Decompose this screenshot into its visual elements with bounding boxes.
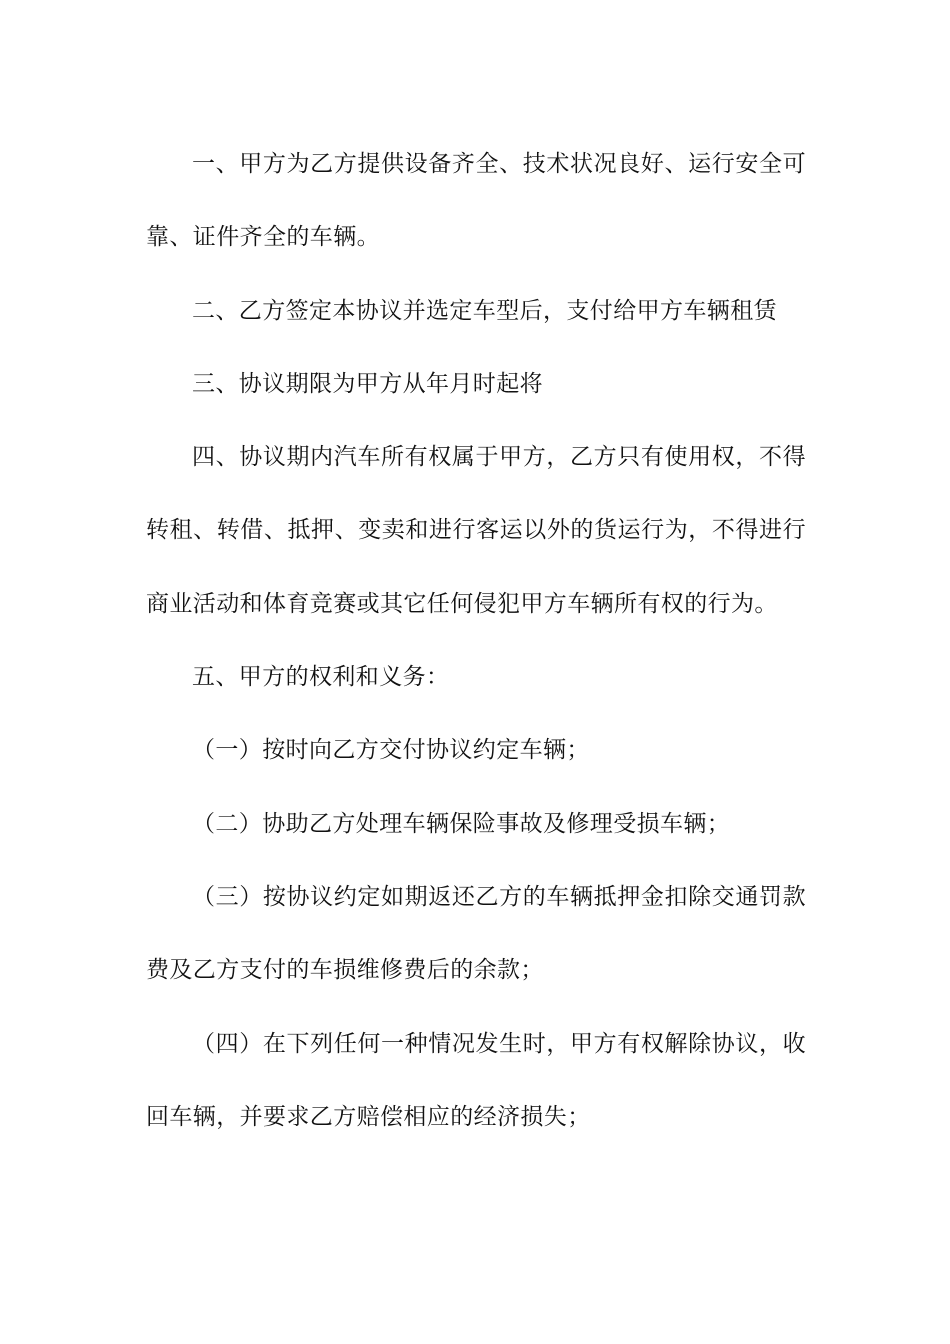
clause-3-paragraph: 三、协议期限为甲方从年月时起将 [192, 370, 543, 397]
clause-5-item-3: （三）按协议约定如期返还乙方的车辆抵押金扣除交通罚款费及乙方支付的车损维修费后的余款； [146, 883, 806, 984]
clause-1-paragraph: 一、甲方为乙方提供设备齐全、技术状况良好、运行安全可靠、证件齐全的车辆。 [146, 151, 806, 251]
clause-2-paragraph: 二、乙方签定本协议并选定车型后，支付给甲方车辆租赁 [192, 297, 777, 324]
clause-5-item-2: （二）协助乙方处理车辆保险事故及修理受损车辆； [192, 810, 731, 837]
clause-5-item-4: （四）在下列任何一种情况发生时，甲方有权解除协议，收回车辆，并要求乙方赔偿相应的经济损失； [146, 1030, 806, 1130]
clause-5-heading: 五、甲方的权利和义务： [192, 664, 450, 691]
clause-5-item-1: （一）按时向乙方交付协议约定车辆； [192, 737, 590, 764]
document-body [146, 128, 806, 1154]
clause-4-paragraph: 四、协议期内汽车所有权属于甲方，乙方只有使用权，不得转租、转借、抵押、变卖和进行客运以外的货运行为，不得进行商业活动和体育竞赛或其它任何侵犯甲方车辆所有权的行为。 [146, 444, 806, 617]
